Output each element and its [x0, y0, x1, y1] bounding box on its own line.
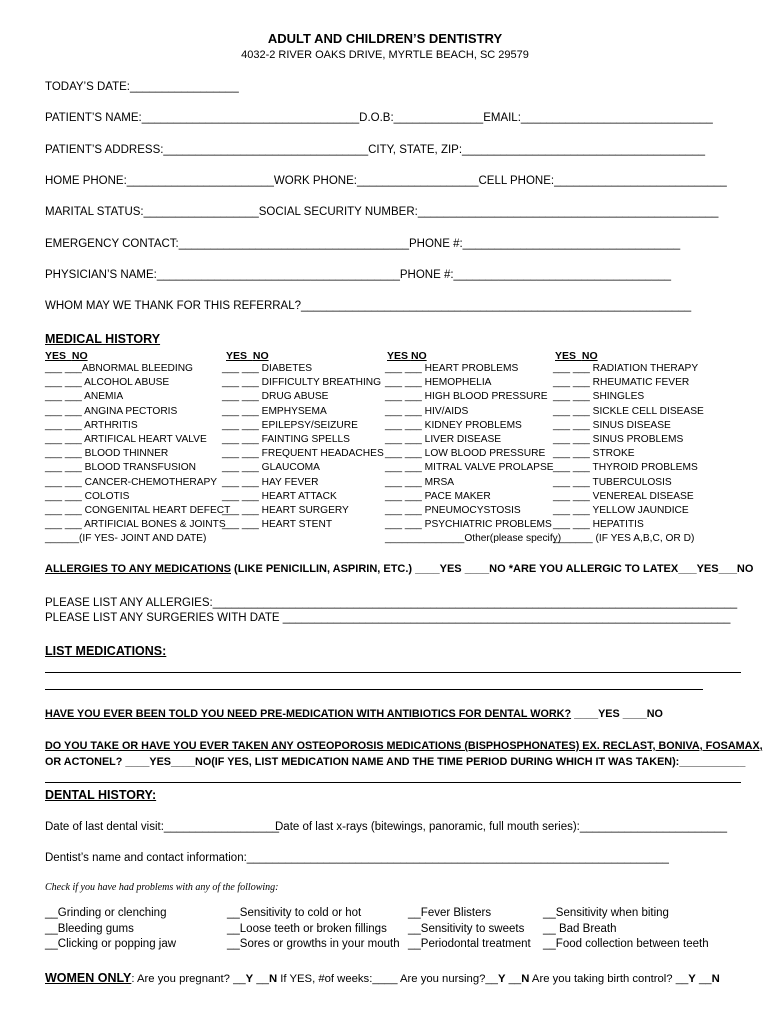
medical-condition-item[interactable]: ___ ___ FAINTING SPELLS [222, 434, 350, 445]
col4-yes-no-header: YES NO [555, 350, 598, 362]
medical-condition-item[interactable]: ___ ___ ARTIFICIAL BONES & JOINTS [45, 519, 226, 531]
address-row[interactable]: PATIENT’S ADDRESS:________________________________CITY, STATE, ZIP:______________________________________ [45, 144, 706, 156]
dental-problem-checkbox[interactable]: __Sensitivity to cold or hot [227, 907, 362, 919]
last-xrays-field[interactable]: Date of last x-rays (bitewings, panoramic, full mouth series):_______________________ [275, 821, 727, 833]
medical-condition-item[interactable]: ___ ___ HEPATITIS [553, 519, 644, 531]
medical-condition-item[interactable]: ___ ___ DRUG ABUSE [222, 391, 329, 403]
last-dental-visit-field[interactable]: Date of last dental visit:__________________ [45, 821, 280, 833]
dental-problem-checkbox[interactable]: __Loose teeth or broken fillings [227, 922, 387, 935]
medical-condition-item[interactable]: ___ ___ PSYCHIATRIC PROBLEMS [385, 519, 552, 531]
dental-problem-checkbox[interactable]: __Bleeding gums [45, 922, 134, 935]
dental-problem-checkbox[interactable]: __Sores or growths in your mouth [227, 938, 400, 951]
dental-problem-checkbox[interactable]: __Food collection between teeth [543, 938, 709, 951]
medications-line-1[interactable] [45, 672, 741, 673]
referral-row[interactable]: WHOM MAY WE THANK FOR THIS REFERRAL?_____________________________________________________________ [45, 300, 692, 312]
physician-row[interactable]: PHYSICIAN’S NAME:______________________________________PHONE #:__________________________________ [45, 269, 672, 281]
medical-condition-item[interactable]: ___ ___ PNEUMOCYSTOSIS [385, 505, 521, 516]
col2-yes-no-header: YES NO [226, 350, 269, 362]
medical-condition-item[interactable]: ___ ___ STROKE [553, 448, 635, 460]
medical-condition-item[interactable]: ___ ___ HEART STENT [222, 519, 333, 531]
medical-condition-item[interactable]: ___ ___ SHINGLES [553, 391, 645, 403]
medical-condition-item[interactable]: ___ ___ PACE MAKER [385, 490, 491, 502]
dental-problem-checkbox[interactable]: __Periodontal treatment [408, 938, 531, 951]
medical-condition-item[interactable]: ___ ___ ANEMIA [45, 391, 124, 403]
name-dob-email-row[interactable]: PATIENT’S NAME:__________________________________D.O.B:______________EMAIL:______________________________ [45, 112, 713, 124]
medical-condition-item[interactable]: ___ ___ YELLOW JAUNDICE [553, 505, 689, 516]
emergency-contact-row[interactable]: EMERGENCY CONTACT:____________________________________PHONE #:__________________________________ [45, 238, 681, 250]
medical-condition-item[interactable]: ___ ___ FREQUENT HEADACHES [222, 448, 384, 460]
list-surgeries-field[interactable]: PLEASE LIST ANY SURGERIES WITH DATE ______________________________________________________________________ [45, 612, 731, 624]
medical-condition-item[interactable]: ___ ___ RADIATION THERAPY [553, 363, 699, 374]
dental-problem-checkbox[interactable]: __Clicking or popping jaw [45, 938, 177, 951]
practice-address: 4032-2 RIVER OAKS DRIVE, MYRTLE BEACH, SC 29579 [241, 49, 529, 61]
medical-condition-item[interactable]: ___ ___ ALCOHOL ABUSE [45, 377, 170, 389]
medical-condition-item[interactable]: ______________Other(please specify) [385, 533, 562, 545]
dental-problem-checkbox[interactable]: __Fever Blisters [408, 907, 492, 919]
dental-history-heading: DENTAL HISTORY: [45, 788, 157, 802]
dental-problem-checkbox[interactable]: __Grinding or clenching [45, 907, 167, 919]
list-allergies-field[interactable]: PLEASE LIST ANY ALLERGIES:__________________________________________________________________________________ [45, 597, 738, 609]
medical-condition-item[interactable]: ___ ___ TUBERCULOSIS [553, 476, 672, 488]
medical-condition-item[interactable]: ___ ___ HAY FEVER [222, 476, 319, 488]
phone-row[interactable]: HOME PHONE:_______________________WORK PHONE:___________________CELL PHONE:___________________________ [45, 175, 727, 187]
allergies-question[interactable]: ALLERGIES TO ANY MEDICATIONS (LIKE PENICILLIN, ASPIRIN, ETC.) ____YES ____NO *ARE YOU ALLERGIC TO LATEX___YES___NO [45, 563, 754, 575]
todays-date-field[interactable]: TODAY’S DATE:_________________ [45, 81, 239, 93]
medical-condition-item[interactable]: ___ ___ HEMOPHELIA [385, 377, 492, 389]
medical-condition-item[interactable]: ___ ___ HEART PROBLEMS [385, 363, 519, 374]
medical-condition-item[interactable]: ___ ___ BLOOD TRANSFUSION [45, 462, 196, 474]
practice-title: ADULT AND CHILDREN’S DENTISTRY [267, 31, 503, 46]
medical-condition-item[interactable]: ___ ___ VENEREAL DISEASE [553, 490, 694, 502]
check-instruction: Check if you have had problems with any of the following: [45, 882, 279, 893]
medical-condition-item[interactable]: ___ ___ ARTHRITIS [45, 419, 138, 431]
medical-condition-item[interactable]: ___ ___ SINUS DISEASE [553, 419, 671, 431]
medical-history-heading: MEDICAL HISTORY [45, 332, 161, 346]
medical-condition-item[interactable]: ___ ___ HEART SURGERY [222, 505, 349, 516]
medical-condition-item[interactable]: ___ ___ ANGINA PECTORIS [45, 405, 178, 417]
medical-condition-item[interactable]: ___ ___ MRSA [385, 476, 455, 488]
medical-condition-item[interactable]: ___ ___ CANCER-CHEMOTHERAPY [45, 476, 218, 488]
medical-condition-item[interactable]: ___ ___ LIVER DISEASE [385, 434, 502, 445]
medical-condition-item[interactable]: ___ ___ MITRAL VALVE PROLAPSE [385, 462, 554, 474]
medical-condition-item[interactable]: ___ ___ RHEUMATIC FEVER [553, 377, 690, 389]
dental-problem-checkbox[interactable]: __ Bad Breath [543, 922, 617, 935]
medical-condition-item[interactable]: ___ ___ EMPHYSEMA [222, 405, 327, 417]
medical-condition-item[interactable]: ___ ___ ARTIFICAL HEART VALVE [45, 434, 207, 445]
osteoporosis-question-line2[interactable]: OR ACTONEL? ____YES____NO(IF YES, LIST MEDICATION NAME AND THE TIME PERIOD DURING WHICH IT WAS TAKEN):___________ [45, 756, 746, 768]
col3-yes-no-header: YES NO [387, 350, 427, 362]
osteoporosis-question-line1: DO YOU TAKE OR HAVE YOU EVER TAKEN ANY OSTEOPOROSIS MEDICATIONS (BISPHOSPHONATES) EX. RECLAST, BONIVA, FOSAMAX, [45, 740, 763, 752]
list-medications-heading: LIST MEDICATIONS: [45, 644, 167, 658]
medical-condition-item[interactable]: ___ ___ HIGH BLOOD PRESSURE [385, 391, 548, 403]
medical-condition-item[interactable]: ___ ___ GLAUCOMA [222, 462, 320, 474]
medications-line-2[interactable] [45, 689, 703, 690]
dental-problem-checkbox[interactable]: __Sensitivity to sweets [408, 922, 525, 935]
osteoporosis-answer-line[interactable] [45, 782, 741, 783]
medical-condition-item[interactable]: ___ ___ SICKLE CELL DISEASE [553, 405, 704, 417]
medical-condition-item[interactable]: ___ ___ COLOTIS [45, 490, 130, 502]
medical-condition-item[interactable]: ___ ___ EPILEPSY/SEIZURE [222, 419, 358, 431]
medical-condition-item[interactable]: ___ ___ DIFFICULTY BREATHING [222, 377, 382, 389]
medical-condition-item[interactable]: ___ ___ HEART ATTACK [222, 490, 337, 502]
medical-condition-item[interactable]: _______ (IF YES A,B,C, OR D) [553, 533, 695, 545]
dentist-contact-field[interactable]: Dentist’s name and contact information:__________________________________________________________________ [45, 852, 669, 864]
medical-condition-item[interactable]: ___ ___ABNORMAL BLEEDING [45, 363, 193, 374]
marital-ssn-row[interactable]: MARITAL STATUS:__________________SOCIAL SECURITY NUMBER:_______________________________________________ [45, 206, 719, 218]
medical-condition-item[interactable]: ___ ___ CONGENITAL HEART DEFECT [45, 505, 231, 516]
women-only-row[interactable]: WOMEN ONLY: Are you pregnant? __Y __N If YES, #of weeks:____ Are you nursing?__Y __N Are you taking birth control? __Y __N [45, 971, 720, 985]
medical-condition-item[interactable]: ___ ___ KIDNEY PROBLEMS [385, 419, 522, 431]
medical-condition-item[interactable]: ___ ___ BLOOD THINNER [45, 448, 169, 460]
medical-condition-item[interactable]: ___ ___ THYROID PROBLEMS [553, 462, 698, 474]
col1-yes-no-header: YES NO [45, 350, 88, 362]
premedication-question[interactable]: HAVE YOU EVER BEEN TOLD YOU NEED PRE-MEDICATION WITH ANTIBIOTICS FOR DENTAL WORK? ____YES ____NO [45, 708, 663, 720]
medical-condition-item[interactable]: ___ ___ SINUS PROBLEMS [553, 434, 684, 445]
medical-condition-item[interactable]: ___ ___ DIABETES [222, 363, 313, 374]
medical-condition-item[interactable]: ___ ___ HIV/AIDS [385, 405, 469, 417]
medical-condition-item[interactable]: ___ ___ LOW BLOOD PRESSURE [385, 448, 546, 460]
dental-problem-checkbox[interactable]: __Sensitivity when biting [543, 907, 669, 919]
medical-condition-item[interactable]: ______(IF YES- JOINT AND DATE) [45, 533, 207, 545]
